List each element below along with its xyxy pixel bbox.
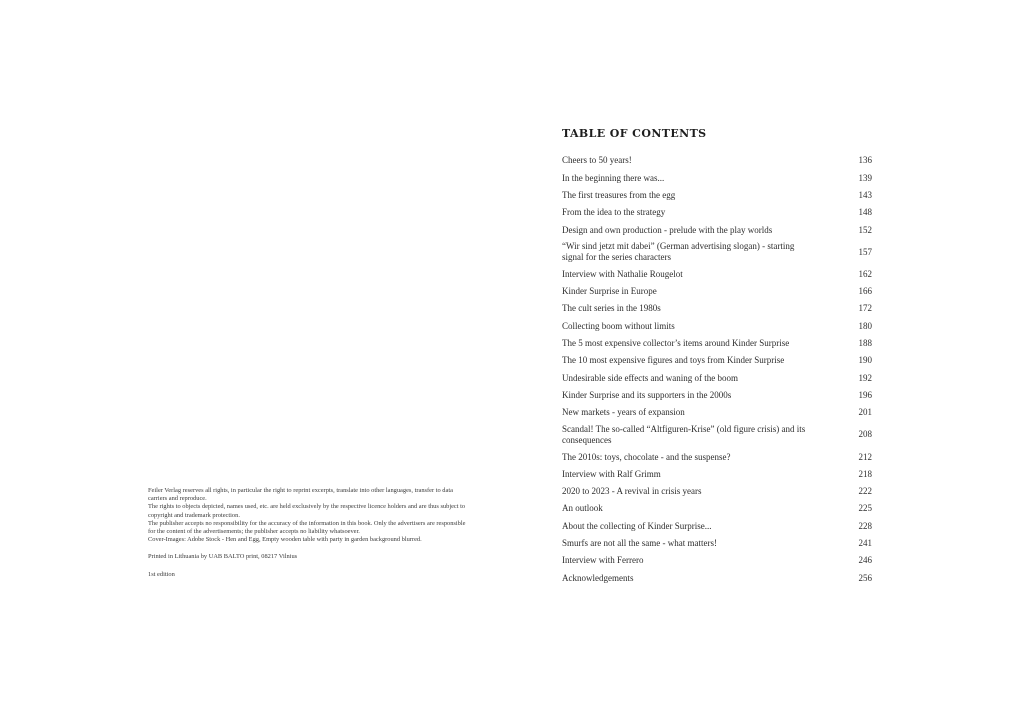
toc-entry [562,152,872,169]
toc-title: TABLE OF CONTENTS [562,127,707,140]
toc-entry-title: From the idea to the strategy [562,207,666,218]
toc-entry-title: 2020 to 2023 - A revival in crisis years [562,486,702,497]
toc-entry-page: 190 [858,355,872,366]
toc-entry-title: The first treasures from the egg [562,189,676,200]
toc-list [562,152,872,587]
toc-entry-page: 162 [858,268,872,279]
imprint-block [148,487,468,579]
toc-entry [562,187,872,204]
toc-entry [562,335,872,352]
toc-entry-page: 225 [858,503,872,514]
toc-entry-page: 246 [858,555,872,566]
toc-entry-title: Cheers to 50 years! [562,155,632,166]
toc-entry-page: 256 [858,572,872,583]
toc-entry [562,552,872,569]
toc-entry-page: 166 [858,286,872,297]
toc-entry-title: In the beginning there was... [562,172,665,183]
toc-entry-page: 201 [858,407,872,418]
imprint-objects: The rights to objects depicted, names used, etc. are held exclusively by the respective licence holders and are thus subject to copyright and trademark protection. [148,503,466,519]
toc-entry-page: 196 [858,389,872,400]
toc-entry [562,221,872,238]
imprint-publisher: The publisher accepts no responsibility for the accuracy of the information in this book. Only the advertisers are responsible for the content of the advertisements; the publisher accepts no liability whatsoever. [148,519,466,536]
toc-entry [562,369,872,386]
toc-entry [562,300,872,317]
toc-entry [562,483,872,500]
toc-entry [562,317,872,334]
toc-entry [562,387,872,404]
toc-entry [562,421,872,448]
imprint-cover: Cover-Images: Adobe Stock - Hen and Egg, Empty wooden table with party in garden background blurred. [148,536,422,544]
toc-entry-title: Interview with Ferrero [562,555,644,566]
toc-entry-title: New markets - years of expansion [562,407,685,418]
toc-entry-page: 136 [858,155,872,166]
toc-entry-page: 218 [858,468,872,479]
toc-entry [562,448,872,465]
toc-entry [562,265,872,282]
toc-entry [562,204,872,221]
toc-entry-title: The cult series in the 1980s [562,303,661,314]
toc-entry-page: 148 [858,207,872,218]
toc-entry [562,283,872,300]
toc-entry-page: 228 [858,520,872,531]
toc-entry-title: Acknowledgements [562,572,634,583]
toc-entry-title: An outlook [562,503,603,514]
toc-entry-title: Interview with Nathalie Rougelot [562,268,683,279]
toc-entry-page: 208 [858,429,872,440]
toc-entry-title: Scandal! The so-called “Altfiguren-Krise” (old figure crisis) and its consequences [562,424,806,445]
imprint-rights: Feiler Verlag reserves all rights, in particular the right to reprint excerpts, translate into other languages, transfer to data carriers and reproduce. [148,487,453,503]
toc-entry-title: “Wir sind jetzt mit dabei” (German advertising slogan) - starting signal for the series characters [562,241,795,262]
toc-entry [562,500,872,517]
toc-entry [562,404,872,421]
toc-entry-page: 157 [858,246,872,257]
toc-entry-title: Design and own production - prelude with the play worlds [562,224,773,235]
toc-entry [562,465,872,482]
toc-entry [562,238,872,265]
toc-entry-page: 188 [858,338,872,349]
toc-entry-title: Kinder Surprise in Europe [562,286,657,297]
toc-entry-page: 152 [858,224,872,235]
toc-entry [562,169,872,186]
imprint-edition: 1st edition [148,570,175,578]
toc-entry [562,535,872,552]
toc-entry-page: 222 [858,486,872,497]
toc-entry-page: 180 [858,320,872,331]
toc-entry-page: 212 [858,451,872,462]
imprint-printed: Printed in Lithuania by UAB BALTO print, 08217 Vilnius [148,553,298,561]
toc-entry-title: The 2010s: toys, chocolate - and the suspense? [562,451,731,462]
toc-entry-title: The 10 most expensive figures and toys from Kinder Surprise [562,355,785,366]
toc-entry-title: Interview with Ralf Grimm [562,468,661,479]
toc-entry-page: 172 [858,303,872,314]
toc-entry-title: About the collecting of Kinder Surprise... [562,520,712,531]
toc-entry [562,517,872,534]
toc-entry-page: 139 [858,172,872,183]
toc-entry-title: Collecting boom without limits [562,320,675,331]
toc-entry-page: 143 [858,189,872,200]
table-of-contents [562,126,872,587]
toc-entry [562,569,872,586]
toc-entry-page: 241 [858,538,872,549]
toc-entry-title: The 5 most expensive collector’s items around Kinder Surprise [562,338,790,349]
toc-entry-page: 192 [858,372,872,383]
toc-entry-title: Kinder Surprise and its supporters in the 2000s [562,389,732,400]
toc-entry [562,352,872,369]
toc-entry-title: Smurfs are not all the same - what matters! [562,538,717,549]
toc-entry-title: Undesirable side effects and waning of the boom [562,372,739,383]
